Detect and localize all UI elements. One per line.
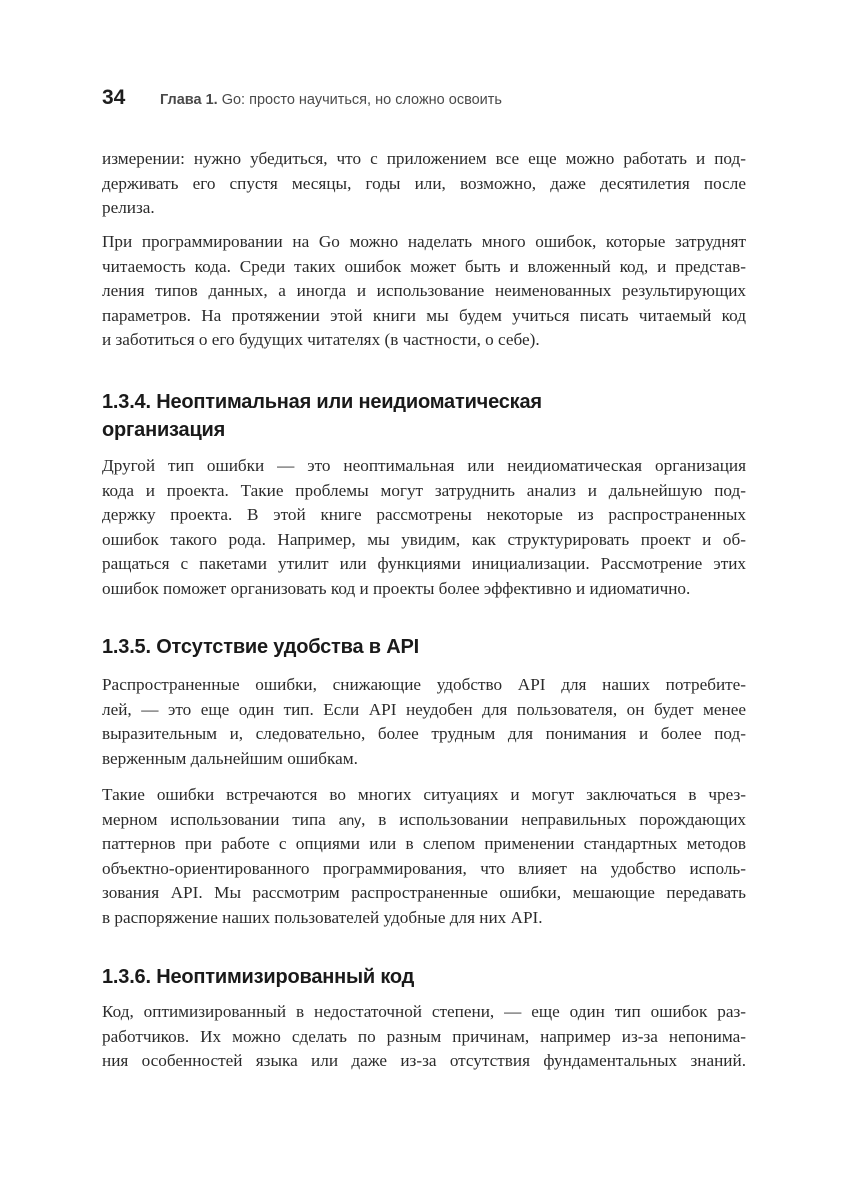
text-line: Распространенные ошибки, снижающие удобство API для наших потребите- [102, 675, 746, 694]
text-line: Такие ошибки встречаются во многих ситуациях и могут заключаться в чрез- [102, 785, 746, 804]
chapter-name: Go: просто научиться, но сложно освоить [221, 92, 502, 108]
paragraph-unoptimized-code [102, 1000, 746, 1074]
text-line: работчиков. Их можно сделать по разным причинам, например из-за непонима- [102, 1026, 746, 1046]
page-number: 34 [102, 86, 126, 109]
text-line: При программировании на Go можно наделать много ошибок, которые затруднят [102, 232, 746, 251]
text-line: и заботиться о его будущих читателях (в частности, о себе). [102, 330, 540, 350]
text-line: держивать его спустя месяцы, годы или, возможно, даже десятилетия после [102, 173, 746, 193]
text-line: лей, — это еще один тип. Если API неудобен для пользователя, он будет менее [102, 699, 746, 719]
paragraph-continued [102, 147, 746, 221]
text-line: измерении: нужно убедиться, что с приложением все еще можно работать и под- [102, 149, 746, 168]
heading-line: организация [102, 419, 226, 441]
text-line: в распоряжение наших пользователей удобные для них API. [102, 907, 543, 927]
heading-line: 1.3.4. Неоптимальная или неидиоматическая [102, 391, 542, 413]
text-line: держку проекта. В этой книге рассмотрены некоторые из распространенных [102, 505, 746, 525]
heading-line: 1.3.5. Отсутствие удобства в API [102, 636, 419, 658]
text-line: Другой тип ошибки — это неоптимальная или неидиоматическая организация [102, 456, 746, 475]
section-heading-1-3-4 [102, 388, 746, 444]
text-line: ния особенностей языка или даже из-за отсутствия фундаментальных знаний. [102, 1051, 746, 1071]
text-line: параметров. На протяжении этой книги мы будем учиться писать читаемый код [102, 305, 746, 325]
text-line: ошибок такого рода. Например, мы увидим, как структурировать проект и об- [102, 529, 746, 549]
text-fragment: , в использовании неправильных порождающих [361, 809, 746, 829]
text-fragment: мерном использовании типа [102, 809, 339, 829]
paragraph-readability [102, 230, 746, 353]
chapter-title [160, 92, 502, 108]
text-line [102, 808, 746, 833]
paragraph-api-errors [102, 783, 746, 931]
paragraph-organization [102, 454, 746, 602]
text-line: кода и проекта. Такие проблемы могут затруднить анализ и дальнейшую под- [102, 480, 746, 500]
section-heading-1-3-6 [102, 963, 746, 991]
text-line: ошибок поможет организовать код и проекты более эффективно и идиоматично. [102, 578, 691, 598]
text-line: ления типов данных, а иногда и использование неименованных результирующих [102, 281, 746, 301]
inline-code-any: any [338, 811, 362, 828]
text-line: выразительным и, следовательно, более трудным для понимания и более под- [102, 724, 746, 744]
text-line: верженным дальнейшим ошибкам. [102, 748, 358, 768]
text-line: зования API. Мы рассмотрим распространенные ошибки, мешающие передавать [102, 883, 746, 903]
chapter-label: Глава 1. [160, 92, 218, 108]
running-header [102, 86, 502, 112]
paragraph-api-usability [102, 673, 746, 771]
text-line: паттернов при работе с опциями или в слепом применении стандартных методов [102, 834, 746, 854]
text-line: объектно-ориентированного программирования, что влияет на удобство исполь- [102, 858, 746, 878]
text-line: читаемость кода. Среди таких ошибок может быть и вложенный код, и представ- [102, 256, 746, 276]
text-line: релиза. [102, 198, 155, 218]
heading-line: 1.3.6. Неоптимизированный код [102, 966, 415, 988]
section-heading-1-3-5 [102, 633, 746, 661]
text-line: ращаться с пакетами утилит или функциями инициализации. Рассмотрение этих [102, 554, 746, 574]
text-line: Код, оптимизированный в недостаточной степени, — еще один тип ошибок раз- [102, 1002, 746, 1021]
